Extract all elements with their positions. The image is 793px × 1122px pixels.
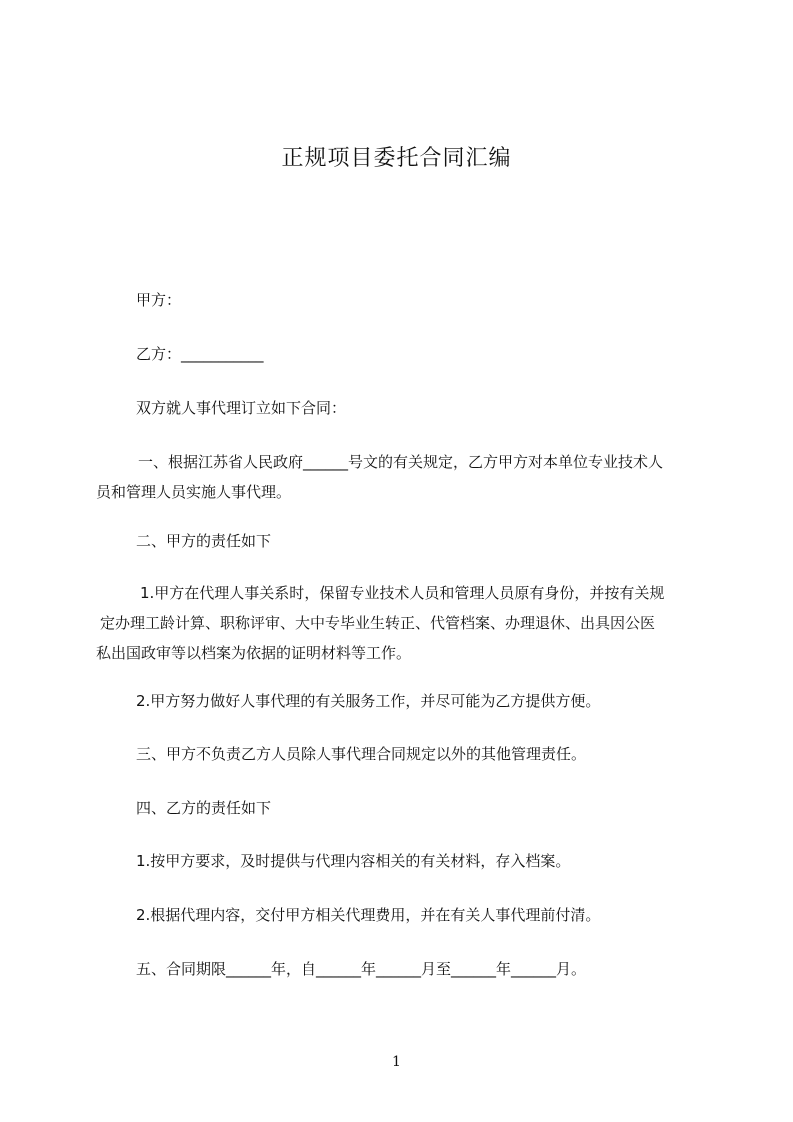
section-1-line-2: 员和管理人员实施人事代理。 bbox=[96, 483, 292, 501]
party-a-line: 甲方： bbox=[136, 291, 182, 309]
section-4-item-2: 2.根据代理内容，交付甲方相关代理费用，并在有关人事代理前付清。 bbox=[136, 906, 601, 924]
section-2-item-1-line-1: 1.甲方在代理人事关系时，保留专业技术人员和管理人员原有身份，并按有关规 bbox=[140, 584, 665, 602]
page-number: 1 bbox=[392, 1054, 401, 1070]
section-2-item-1 bbox=[96, 578, 706, 668]
section-1 bbox=[96, 447, 706, 507]
section-5: 五、合同期限______年，自______年______月至______年______月。 bbox=[136, 960, 587, 978]
section-2-heading: 二、甲方的责任如下 bbox=[136, 532, 272, 550]
party-b-line: 乙方：___________ bbox=[136, 345, 264, 363]
intro-line: 双方就人事代理订立如下合同： bbox=[136, 399, 347, 417]
document-title: 正规项目委托合同汇编 bbox=[281, 146, 512, 171]
section-3: 三、甲方不负责乙方人员除人事代理合同规定以外的其他管理责任。 bbox=[136, 745, 587, 763]
section-2-item-1-line-3: 私出国政审等以档案为依据的证明材料等工作。 bbox=[96, 644, 412, 662]
section-4-item-1: 1.按甲方要求，及时提供与代理内容相关的有关材料，存入档案。 bbox=[136, 852, 571, 870]
section-4-heading: 四、乙方的责任如下 bbox=[136, 799, 272, 817]
section-1-line-1: 一、根据江苏省人民政府______号文的有关规定，乙方甲方对本单位专业技术人 bbox=[138, 453, 664, 471]
section-2-item-1-line-2: 定办理工龄计算、职称评审、大中专毕业生转正、代管档案、办理退休、出具因公医 bbox=[100, 614, 656, 632]
section-2-item-2: 2.甲方努力做好人事代理的有关服务工作，并尽可能为乙方提供方便。 bbox=[136, 692, 601, 710]
